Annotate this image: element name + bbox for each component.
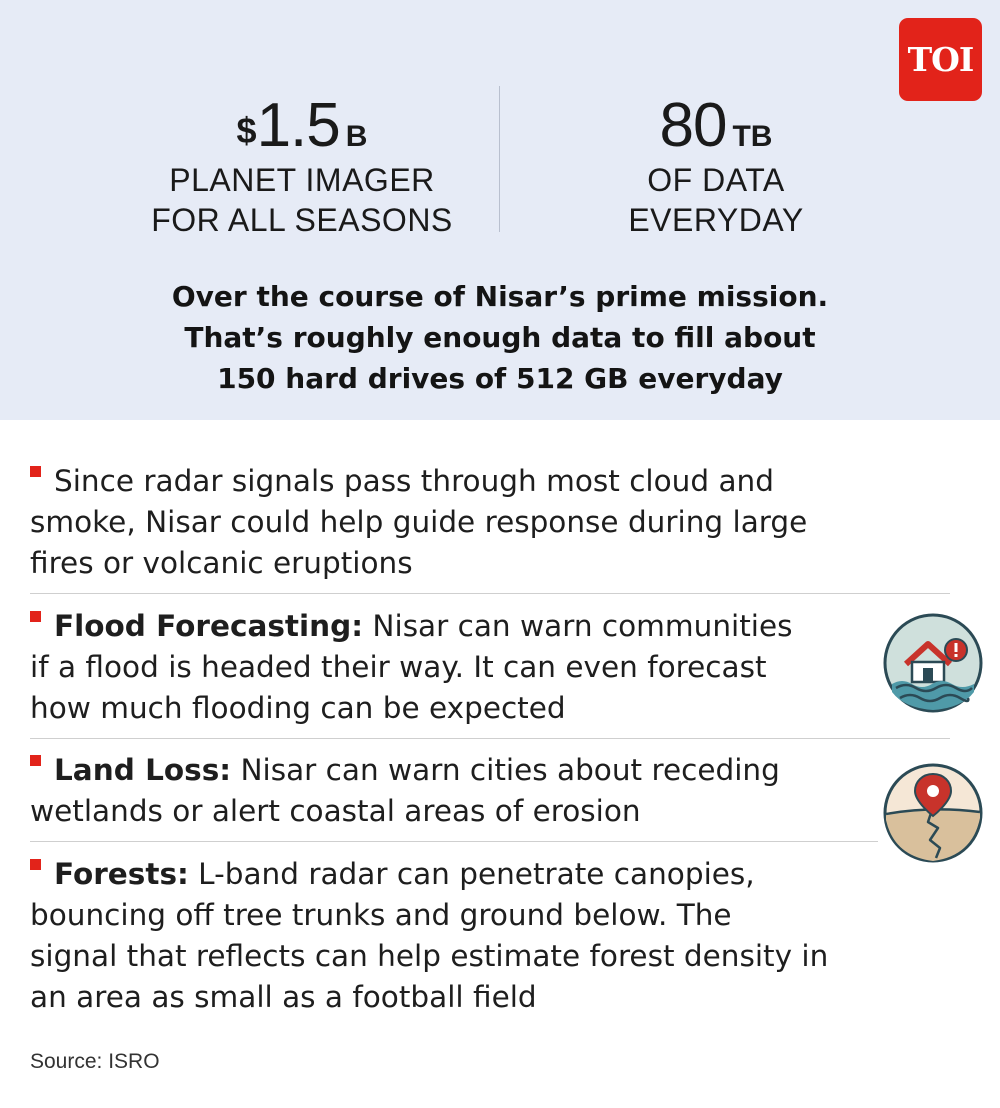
- item-text: wetlands or alert coastal areas of erosion: [30, 794, 641, 828]
- bullet: [30, 755, 41, 766]
- stat-currency: $: [236, 110, 257, 151]
- stat-desc-line2: EVERYDAY: [628, 202, 804, 238]
- item-text: L-band radar can penetrate canopies,: [188, 857, 755, 891]
- blurb-line: 150 hard drives of 512 GB everyday: [217, 362, 783, 395]
- item-label: Forests:: [54, 857, 189, 891]
- stat-number: 80: [659, 91, 727, 160]
- divider-rule: [30, 841, 878, 842]
- item-text: if a flood is headed their way. It can even forecast: [30, 650, 767, 684]
- stat-unit: B: [345, 120, 368, 153]
- item-text: Nisar can warn cities about receding: [231, 753, 780, 787]
- item-text: Nisar can warn communities: [363, 609, 793, 643]
- toi-logo: TOI: [899, 18, 982, 101]
- location-crack-icon: [882, 762, 984, 864]
- source-note: Source: ISRO: [30, 1050, 160, 1073]
- item-text: smoke, Nisar could help guide response during large: [30, 505, 808, 539]
- divider-rule: [30, 593, 950, 594]
- item-flood: [30, 606, 793, 729]
- item-label: Land Loss:: [54, 753, 232, 787]
- stat-cost: [102, 92, 502, 240]
- item-text: Since radar signals pass through most cloud and: [54, 464, 774, 498]
- blurb-line: Over the course of Nisar’s prime mission.: [171, 280, 829, 313]
- item-text: how much flooding can be expected: [30, 691, 566, 725]
- flood-house-icon: [882, 612, 984, 714]
- item-label: Flood Forecasting:: [54, 609, 364, 643]
- stat-desc-line2: FOR ALL SEASONS: [151, 202, 453, 238]
- stat-divider: [499, 86, 500, 232]
- bullet: [30, 859, 41, 870]
- stat-unit: TB: [732, 120, 773, 153]
- mission-blurb: [60, 276, 940, 399]
- divider-rule: [30, 738, 950, 739]
- item-forests: [30, 854, 828, 1018]
- item-text: signal that reflects can help estimate forest density in: [30, 939, 829, 973]
- item-radar: [30, 461, 807, 584]
- stat-number: 1.5: [256, 91, 340, 160]
- item-text: bouncing off tree trunks and ground below. The: [30, 898, 732, 932]
- item-land-loss: [30, 750, 780, 832]
- blurb-line: That’s roughly enough data to fill about: [184, 321, 816, 354]
- bullet: [30, 611, 41, 622]
- item-text: an area as small as a football field: [30, 980, 537, 1014]
- stat-desc-line1: OF DATA: [647, 162, 785, 198]
- bullet: [30, 466, 41, 477]
- stat-desc-line1: PLANET IMAGER: [169, 162, 435, 198]
- item-text: fires or volcanic eruptions: [30, 546, 413, 580]
- stat-data: [516, 92, 916, 240]
